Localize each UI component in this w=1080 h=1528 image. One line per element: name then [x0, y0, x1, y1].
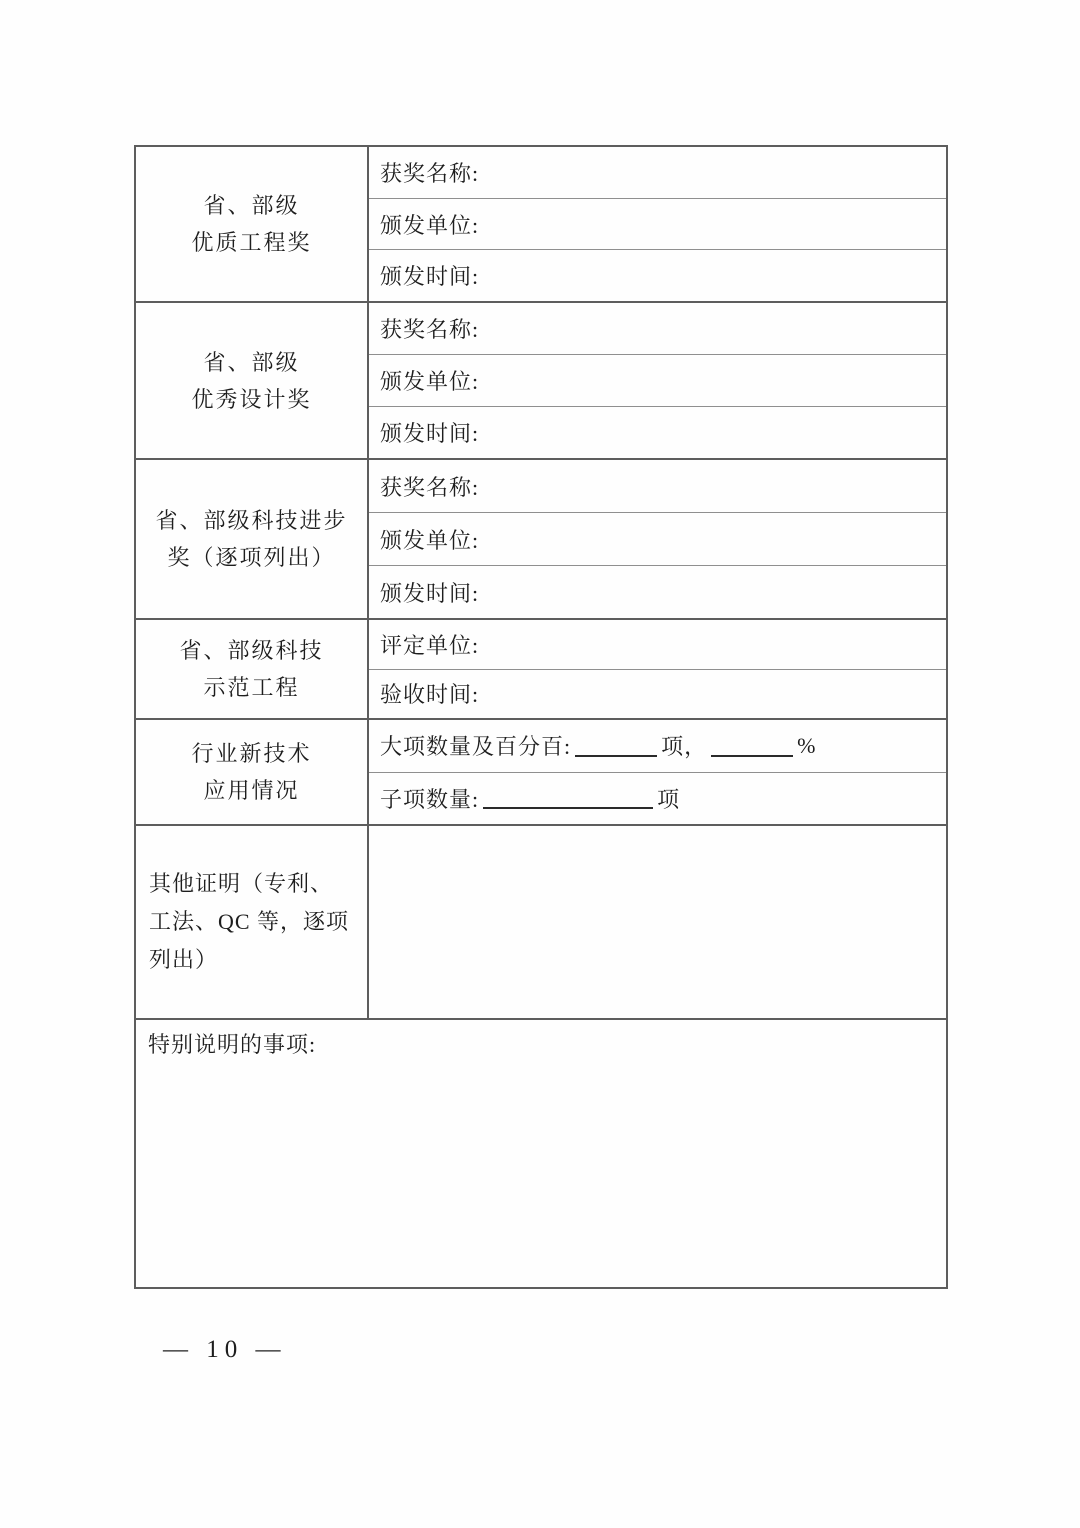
group-fields [369, 147, 946, 301]
field-row-issue-date [369, 407, 946, 458]
group-fields [369, 303, 946, 458]
group-label [136, 147, 369, 301]
group-fields [369, 460, 946, 618]
field-label: 子项数量: [380, 786, 480, 812]
blank-line [575, 735, 657, 757]
group-fields [369, 620, 946, 718]
group-sci-tech-progress-award [136, 460, 946, 620]
group-label-line: 省、部级 [203, 349, 300, 375]
blank-line [483, 787, 653, 809]
group-label-line: 奖（逐项列出） [167, 545, 336, 570]
group-label-line: 其他证明（专利、 [149, 871, 334, 896]
field-row-award-name [369, 460, 946, 513]
field-label: 颁发单位: [380, 527, 480, 553]
group-label-line: 示范工程 [203, 675, 300, 700]
field-unit: % [797, 732, 817, 758]
group-fields [369, 720, 946, 824]
field-label: 验收时间: [380, 682, 480, 708]
group-label-line: 省、部级科技 [179, 638, 324, 663]
group-label-line: 优秀设计奖 [191, 386, 312, 412]
page-number: — 10 — [163, 1336, 287, 1363]
group-label-line: 行业新技术 [191, 741, 312, 766]
blank-line [711, 735, 793, 757]
group-new-technology-application [136, 720, 946, 826]
awards-form-table [134, 145, 948, 1289]
group-label-line: 省、部级科技进步 [155, 508, 348, 533]
group-label [136, 620, 369, 718]
field-label: 颁发单位: [380, 212, 480, 238]
group-label [136, 826, 369, 1018]
field-row-award-name [369, 147, 946, 199]
group-quality-project-award [136, 147, 946, 303]
group-special-notes [136, 1020, 946, 1287]
field-row-issuing-unit [369, 513, 946, 566]
field-label: 获奖名称: [380, 474, 480, 500]
field-row-issuing-unit [369, 355, 946, 407]
field-row-award-name [369, 303, 946, 355]
field-row-sub-item-count [369, 773, 946, 825]
field-label: 颁发单位: [380, 369, 480, 394]
special-notes-cell [136, 1020, 946, 1287]
group-excellent-design-award [136, 303, 946, 460]
field-label: 颁发时间: [380, 580, 480, 606]
field-row-issuing-unit [369, 199, 946, 251]
field-label: 获奖名称: [380, 317, 480, 342]
field-label: 评定单位: [380, 632, 480, 658]
group-label-line: 省、部级 [203, 193, 300, 218]
group-label-line: 应用情况 [203, 778, 300, 803]
field-unit: 项， [661, 734, 708, 760]
field-label: 获奖名称: [380, 160, 480, 186]
field-label: 大项数量及百分百: [380, 734, 572, 760]
field-label: 特别说明的事项: [148, 1032, 317, 1057]
group-label-line: 优质工程奖 [191, 230, 312, 255]
other-certificates-blank-cell [369, 826, 946, 1018]
group-label-line: 列出） [149, 947, 219, 972]
field-row-issue-date [369, 250, 946, 301]
group-label [136, 720, 369, 824]
group-other-certificates [136, 826, 946, 1020]
field-row-assessing-unit [369, 620, 946, 670]
field-label: 颁发时间: [380, 264, 480, 290]
field-unit: 项 [657, 786, 681, 812]
field-row-major-item-count [369, 720, 946, 773]
group-sci-tech-demo-project [136, 620, 946, 720]
field-label: 颁发时间: [380, 421, 480, 446]
group-label [136, 460, 369, 618]
group-label [136, 303, 369, 458]
field-row-acceptance-date [369, 670, 946, 719]
field-row-issue-date [369, 566, 946, 618]
group-label-line: 工法、QC 等，逐项 [149, 909, 350, 934]
